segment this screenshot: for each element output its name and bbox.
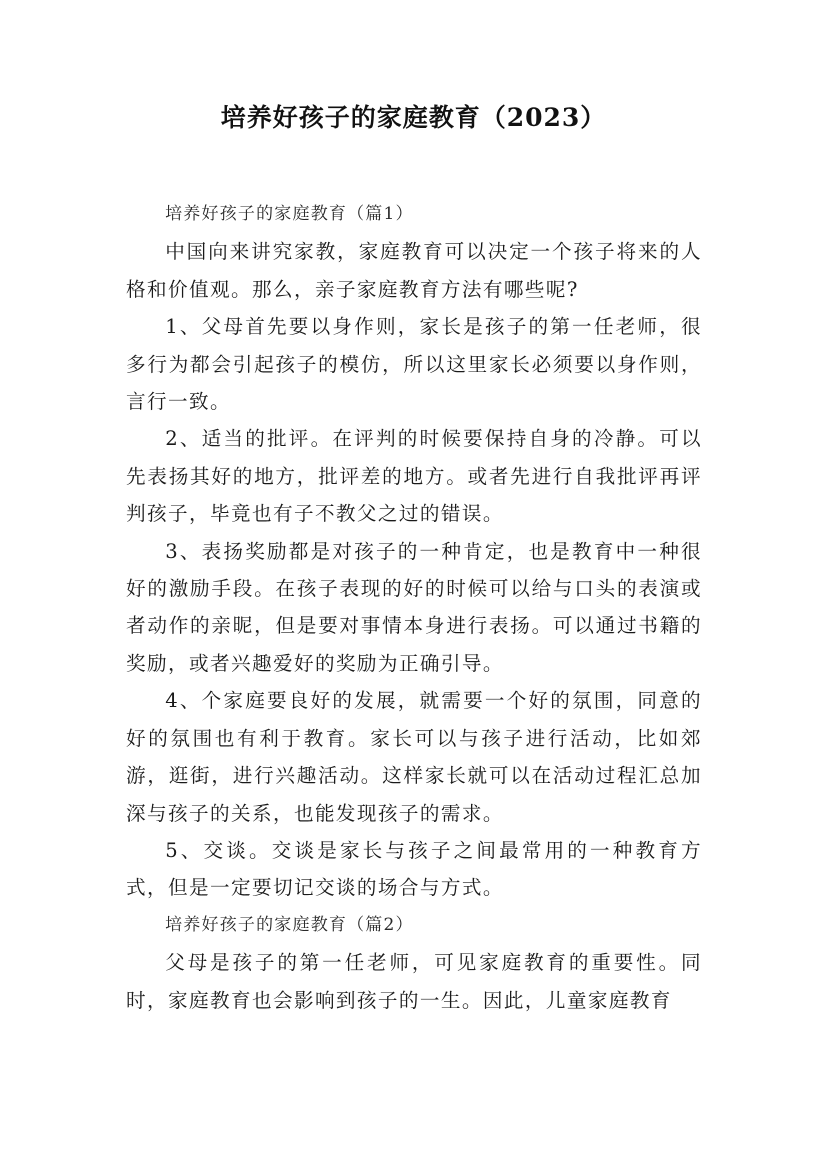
section-heading: 培养好孩子的家庭教育（篇2） (165, 914, 414, 935)
paragraph: 父母是孩子的第一任老师，可见家庭教育的重要性。同时，家庭教育也会影响到孩子的一生。因此，儿童家庭教育 (126, 951, 702, 1012)
paragraph: 3、表扬奖励都是对孩子的一种肯定，也是教育中一种很好的激励手段。在孩子表现的好的时候可以给与口头的表演或者动作的亲昵，但是要对事情本身进行表扬。可以通过书籍的奖励，或者兴趣爱好的奖励为正确引导。 (126, 539, 702, 675)
document-title: 培养好孩子的家庭教育（2023） (220, 103, 607, 132)
paragraph: 4、个家庭要良好的发展，就需要一个好的氛围，同意的好的氛围也有利于教育。家长可以与孩子进行活动，比如郊游，逛街，进行兴趣活动。这样家长就可以在活动过程汇总加深与孩子的关系，也能发现孩子的需求。 (126, 689, 702, 825)
paragraph: 5、交谈。交谈是家长与孩子之间最常用的一种教育方式，但是一定要切记交谈的场合与方式。 (126, 838, 702, 900)
paragraph: 中国向来讲究家教，家庭教育可以决定一个孩子将来的人格和价值观。那么，亲子家庭教育方法有哪些呢? (126, 240, 702, 301)
section-heading: 培养好孩子的家庭教育（篇1） (165, 204, 414, 224)
paragraph: 2、适当的批评。在评判的时候要保持自身的冷静。可以先表扬其好的地方，批评差的地方。或者先进行自我批评再评判孩子，毕竟也有子不教父之过的错误。 (126, 427, 702, 526)
document-body (126, 196, 702, 1019)
paragraph: 1、父母首先要以身作则，家长是孩子的第一任老师，很多行为都会引起孩子的模仿，所以这里家长必须要以身作则，言行一致。 (126, 315, 702, 414)
